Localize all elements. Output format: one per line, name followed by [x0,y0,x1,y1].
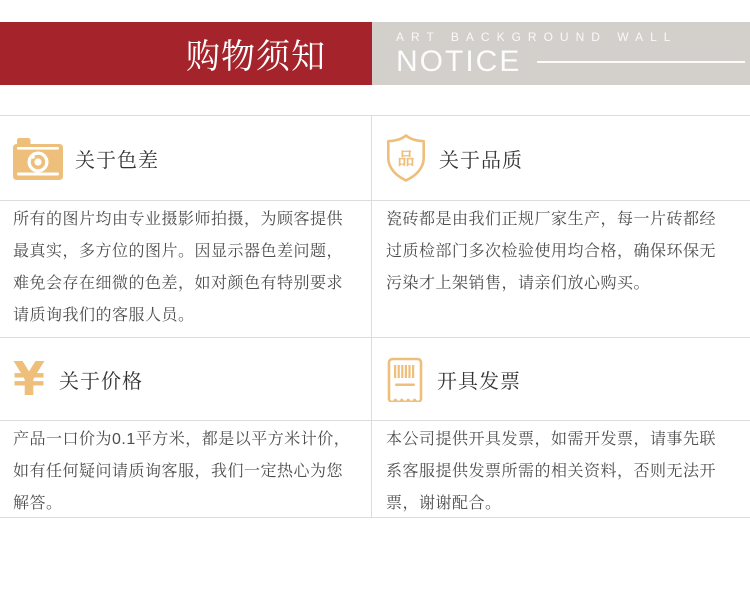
body-line: 过质检部门多次检验使用均合格，确保环保无 [386,243,717,260]
body-line: 瓷砖都是由我们正规厂家生产，每一片砖都经 [386,211,717,228]
svg-text:品: 品 [397,149,415,169]
body-line: 最真实，多方位的图片。因显示器色差问题， [13,243,344,260]
section-header-quality [372,116,750,200]
body-line: 票，谢谢配合。 [386,495,502,512]
banner-notice-label: NOTICE [396,45,522,78]
page-title: 购物须知 [186,38,326,76]
section-body-quality [372,201,750,337]
section-title: 关于价格 [59,370,144,393]
section-title: 开具发票 [437,370,521,393]
section-header-price [0,338,372,420]
yuan-icon: ¥ [13,352,46,406]
page-header-banner [0,22,750,85]
section-title: 关于色差 [75,149,159,172]
body-line: 本公司提供开具发票，如需开发票，请事先联 [386,431,717,448]
body-line: 难免会存在细微的色差，如对颜色有特别要求 [13,275,344,292]
section-header-color-difference [0,116,372,200]
section-body-price [0,421,372,517]
notice-grid [0,115,750,518]
shopping-notice-page [0,22,750,590]
body-line: 解答。 [13,495,63,512]
banner-subtitle-en: ART BACKGROUND WALL [396,30,678,44]
section-header-invoice [372,338,750,420]
section-title: 关于品质 [439,149,523,172]
body-line: 产品一口价为0.1平方米，都是以平方米计价， [13,431,351,448]
body-line: 所有的图片均由专业摄影师拍摄，为顾客提供 [13,211,344,228]
camera-icon [13,137,63,180]
body-line: 污染才上架销售，请亲们放心购买。 [386,275,651,292]
banner-gray-block [372,22,750,85]
invoice-icon [385,356,425,402]
banner-decor-line [537,61,745,63]
body-line: 请质询我们的客服人员。 [13,307,195,324]
body-line: 系客服提供发票所需的相关资料，否则无法开 [386,463,717,480]
quality-shield-icon [385,133,427,183]
banner-red-block [0,22,372,85]
section-body-color-difference [0,201,372,337]
section-body-invoice [372,421,750,517]
body-line: 如有任何疑问请质询客服，我们一定热心为您 [13,463,344,480]
